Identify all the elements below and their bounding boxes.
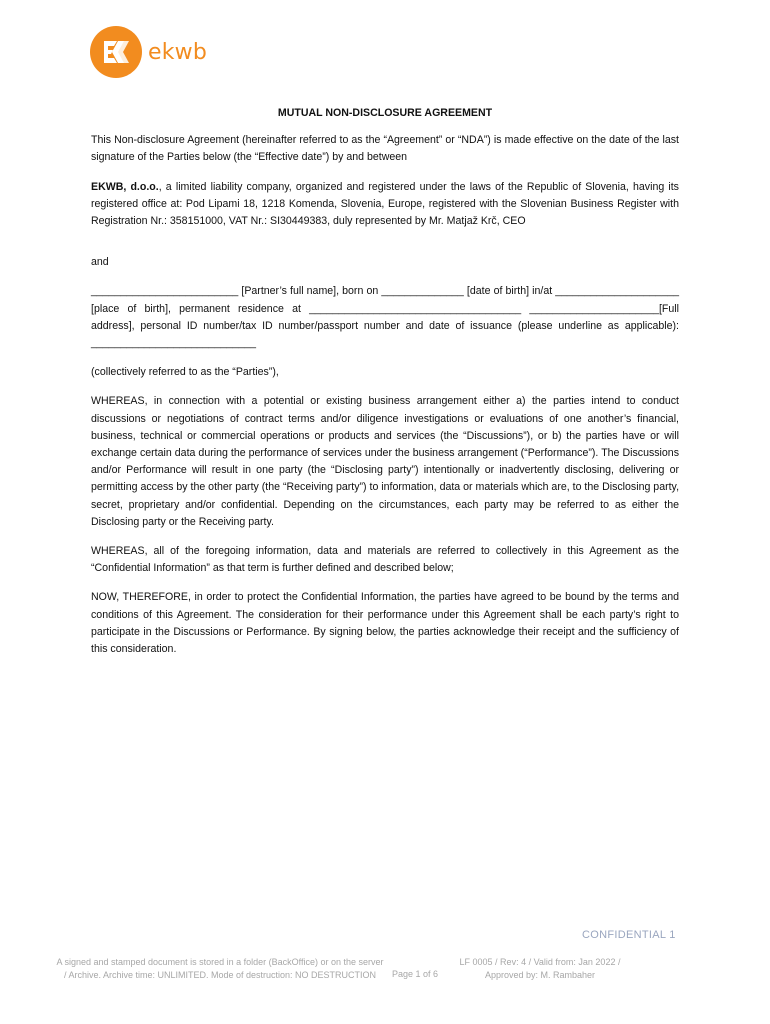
document-body xyxy=(91,100,679,670)
footer-archive-line-2: / Archive. Archive time: UNLIMITED. Mode of destruction: NO DESTRUCTION xyxy=(63,970,377,980)
footer-archive-line-1: A signed and stamped document is stored in a folder (BackOffice) or on the server xyxy=(56,957,384,967)
confidential-label: CONFIDENTIAL 1 xyxy=(582,929,676,941)
footer-revision-line-2: Approved by: M. Rambaher xyxy=(484,970,596,980)
whereas-paragraph-1: WHEREAS, in connection with a potential or existing business arrangement either a) the parties intend to conduct discussions or negotiations of contract terms and/or diligence investigations or evaluations of one another’s financial, business, technical or commercial operations or products and services (the “Discussions”), or b) the parties have or will exchange certain data during the performance of services under the business arrangement (“Performance”). The Discussions and/or Performance will result in one party (the “Disclosing party”) intentionally or inadvertently disclosing, delivering or permitting access by the other party (the “Receiving party”) to information, data or materials which are, to the Disclosing party, secret, proprietary and/or confidential. Depending on the circumstances, each party may be referred to as either the Disclosing party or the Receiving party. xyxy=(91,395,680,528)
footer-revision-line-1: LF 0005 / Rev: 4 / Valid from: Jan 2022 / xyxy=(459,957,621,967)
footer-revision-note xyxy=(450,956,630,982)
party1-paragraph xyxy=(91,179,679,231)
footer-archive-note xyxy=(40,956,400,982)
company-logo xyxy=(90,26,207,78)
party1-details: , a limited liability company, organized and registered under the laws of the Republic of Slovenia, having its registered office at: Pod Lipami 18, 1218 Komenda, Slovenia, Europe, registered with the Slovenian Business Register with Registration Nr.: 358151000, VAT Nr.: SI30449383, duly represented by Mr. Matjaž Krč, CEO xyxy=(91,180,679,228)
now-therefore-paragraph: NOW, THEREFORE, in order to protect the Confidential Information, the parties have agreed to be bound by the terms and conditions of this Agreement. The consideration for their performance under this Agreement shall be each party’s right to participate in the Discussions or Performance. By signing below, the parties acknowledge their receipt and the sufficiency of this consideration. xyxy=(91,591,679,656)
collectively-paragraph: (collectively referred to as the “Parties”), xyxy=(91,366,279,379)
document-title: MUTUAL NON-DISCLOSURE AGREEMENT xyxy=(277,107,493,119)
ekwb-logo-icon xyxy=(90,26,142,78)
party1-name: EKWB, d.o.o. xyxy=(91,180,159,193)
page-number: Page 1 of 6 xyxy=(392,969,439,979)
party2-paragraph: _________________________ [Partner’s full name], born on ______________ [date of birth] in/at _____________________ [place of birth], permanent residence at ____________________________________ ______________________[Full address], personal ID number/tax ID number/passport number and date of issuance (please underline as applicable): ____________________________ xyxy=(91,285,679,350)
logo-text: ekwb xyxy=(148,39,208,65)
and-text: and xyxy=(91,256,109,269)
intro-paragraph: This Non-disclosure Agreement (hereinafter referred to as the “Agreement” or “NDA”) is made effective on the date of the last signature of the Parties below (the “Effective date”) by and between xyxy=(91,134,679,164)
whereas-paragraph-2: WHEREAS, all of the foregoing information, data and materials are referred to collectively in this Agreement as the “Confidential Information” as that term is further defined and described below; xyxy=(91,545,679,575)
